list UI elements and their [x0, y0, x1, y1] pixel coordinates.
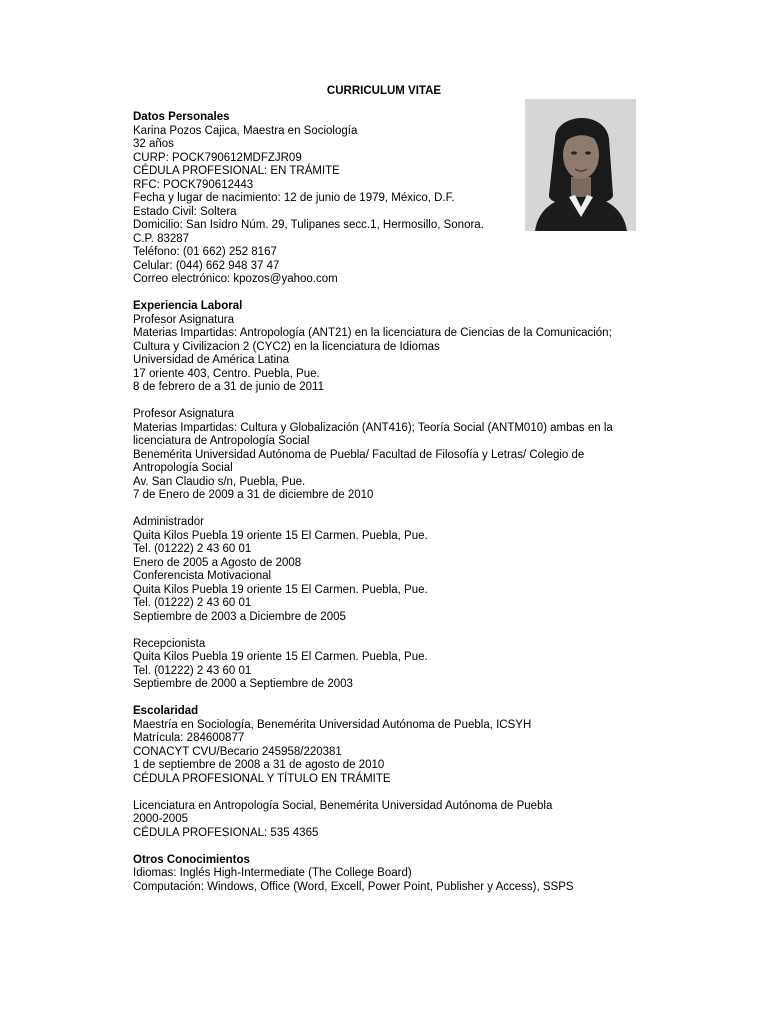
experience-line: Av. San Claudio s/n, Puebla, Pue. [133, 475, 306, 488]
personal-name-line: Karina Pozos Cajica, Maestra en Sociología [133, 124, 358, 137]
experience-line: Tel. (01222) 2 43 60 01 [133, 543, 252, 555]
experience-line: Tel. (01222) 2 43 60 01 [133, 597, 252, 609]
personal-rfc-line: RFC: POCK790612443 [133, 178, 254, 191]
personal-age-line: 32 años [133, 138, 174, 150]
education-line: Maestría en Sociología, Benemérita Universidad Autónoma de Puebla, ICSYH [133, 718, 532, 731]
experience-line: 7 de Enero de 2009 a 31 de diciembre de 2010 [133, 489, 374, 501]
experience-entry [133, 638, 653, 692]
personal-civil-status-line: Estado Civil: Soltera [133, 205, 237, 218]
personal-postal-code-line: C.P. 83287 [133, 232, 190, 245]
section-heading-experiencia-laboral: Experiencia Laboral [133, 300, 243, 312]
section-heading-otros-conocimientos: Otros Conocimientos [133, 853, 250, 866]
section-datos-personales [133, 111, 653, 287]
experience-line: Administrador [133, 516, 204, 528]
education-line: 2000-2005 [133, 813, 188, 825]
experience-line: Universidad de América Latina [133, 354, 289, 366]
education-line: Licenciatura en Antropología Social, Benemérita Universidad Autónoma de Puebla [133, 799, 553, 812]
education-line: CÉDULA PROFESIONAL: 535 4365 [133, 826, 319, 839]
education-line: CONACYT CVU/Becario 245958/220381 [133, 745, 342, 758]
experience-line: Quita Kilos Puebla 19 oriente 15 El Carmen. Puebla, Pue. [133, 529, 428, 542]
education-entry [133, 800, 653, 841]
experience-line: 8 de febrero de a 31 de junio de 2011 [133, 381, 324, 393]
personal-curp-line: CURP: POCK790612MDFZJR09 [133, 151, 302, 164]
experience-line: Profesor Asignatura [133, 408, 235, 420]
experience-line: Quita Kilos Puebla 19 oriente 15 El Carmen. Puebla, Pue. [133, 583, 428, 596]
experience-line: Quita Kilos Puebla 19 oriente 15 El Carmen. Puebla, Pue. [133, 651, 428, 663]
education-line: CÉDULA PROFESIONAL Y TÍTULO EN TRÁMITE [133, 772, 391, 785]
section-experiencia-laboral [133, 300, 653, 692]
education-line: 1 de septiembre de 2008 a 31 de agosto de 2010 [133, 759, 385, 771]
experience-entry [133, 516, 653, 624]
section-otros-conocimientos [133, 854, 653, 895]
experience-line: Antropología Social [133, 462, 233, 474]
experience-line: Benemérita Universidad Autónoma de Puebla/ Facultad de Filosofía y Letras/ Colegio de [133, 448, 585, 461]
experience-line: Cultura y Civilizacion 2 (CYC2) en la licenciatura de Idiomas [133, 340, 440, 353]
education-line: Matrícula: 284600877 [133, 732, 245, 744]
experience-line: licenciatura de Antropología Social [133, 435, 310, 447]
section-heading-datos-personales: Datos Personales [133, 111, 230, 123]
experience-line: Conferencista Motivacional [133, 570, 272, 582]
experience-line: Enero de 2005 a Agosto de 2008 [133, 556, 302, 569]
experience-line: Profesor Asignatura [133, 313, 235, 326]
cv-content [133, 111, 653, 894]
experience-entry [133, 408, 653, 503]
experience-line: Tel. (01222) 2 43 60 01 [133, 664, 252, 677]
skills-languages-line: Idiomas: Inglés High-Intermediate (The College Board) [133, 867, 412, 879]
experience-line: Recepcionista [133, 637, 206, 650]
personal-cedula-line: CÉDULA PROFESIONAL: EN TRÁMITE [133, 165, 340, 177]
section-escolaridad [133, 705, 653, 840]
experience-line: Materias Impartidas: Cultura y Globalización (ANT416); Teoría Social (ANTM010) ambas en la [133, 421, 613, 434]
education-entry [133, 719, 653, 787]
personal-birth-line: Fecha y lugar de nacimiento: 12 de junio de 1979, México, D.F. [133, 192, 455, 204]
personal-phone-line: Teléfono: (01 662) 252 8167 [133, 246, 277, 258]
section-heading-escolaridad: Escolaridad [133, 705, 199, 717]
experience-line: Septiembre de 2000 a Septiembre de 2003 [133, 678, 353, 690]
skills-computing-line: Computación: Windows, Office (Word, Excell, Power Point, Publisher y Access), SSPS [133, 880, 574, 893]
personal-email-line: Correo electrónico: kpozos@yahoo.com [133, 273, 338, 285]
personal-mobile-line: Celular: (044) 662 948 37 47 [133, 259, 280, 272]
personal-address-line: Domicilio: San Isidro Núm. 29, Tulipanes secc.1, Hermosillo, Sonora. [133, 219, 484, 231]
experience-line: Septiembre de 2003 a Diciembre de 2005 [133, 610, 346, 623]
experience-entry [133, 314, 653, 395]
experience-line: 17 oriente 403, Centro. Puebla, Pue. [133, 367, 320, 380]
experience-line: Materias Impartidas: Antropología (ANT21) en la licenciatura de Ciencias de la Comunicación; [133, 327, 612, 339]
document-title: CURRICULUM VITAE [326, 85, 442, 97]
